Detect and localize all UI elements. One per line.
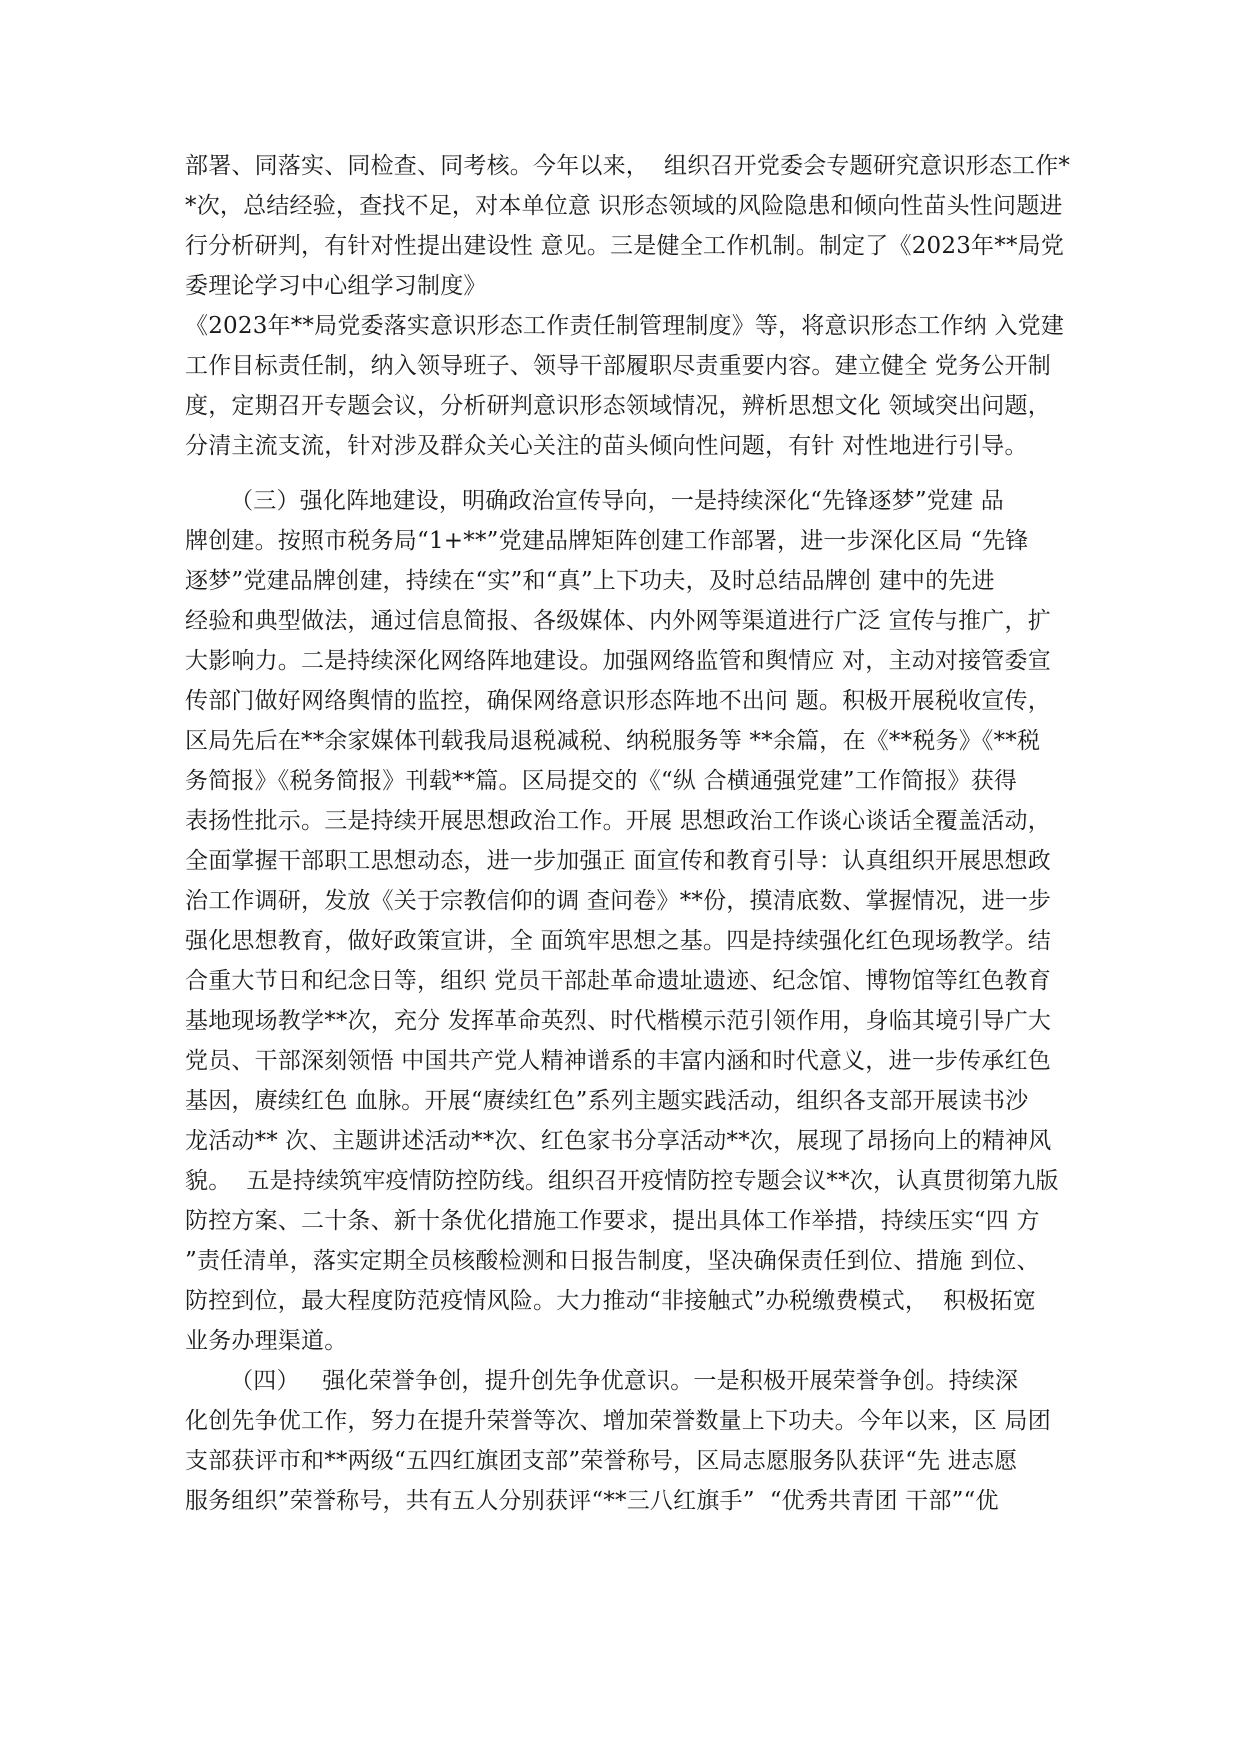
text-line: 大影响力。二是持续深化网络阵地建设。加强网络监管和舆情应 对，主动对接管委宣 xyxy=(185,648,1051,674)
text-line: 基因，赓续红色 血脉。开展“赓续红色”系列主题实践活动，组织各支部开展读书沙 xyxy=(185,1088,1029,1114)
text-line: 逐梦”党建品牌创建，持续在“实”和“真”上下功夫，及时总结品牌创 建中的先进 xyxy=(185,568,995,594)
text-line: 度，定期召开专题会议，分析研判意识形态领域情况，辨析思想文化 领域突出问题， xyxy=(185,393,1051,419)
text-line: ”责任清单，落实定期全员核酸检测和日报告制度，坚决确保责任到位、措施 到位、 xyxy=(185,1248,1040,1274)
text-line: 牌创建。按照市税务局“1+**”党建品牌矩阵创建工作部署，进一步深化区局 “先锋 xyxy=(185,528,1029,554)
text-line: 部署、同落实、同检查、同考核。今年以来， 组织召开党委会专题研究意识形态工作* xyxy=(185,153,1071,179)
text-line: （三）强化阵地建设，明确政治宣传导向，一是持续深化“先锋逐梦”党建 品 xyxy=(185,488,1004,514)
text-line: 服务组织”荣誉称号，共有五人分别获评“**三八红旗手” “优秀共青团 干部”“优 xyxy=(185,1488,999,1514)
text-line: 支部获评市和**两级“五四红旗团支部”荣誉称号，区局志愿服务队获评“先 进志愿 xyxy=(185,1448,1018,1474)
text-line: 传部门做好网络舆情的监控，确保网络意识形态阵地不出问 题。积极开展税收宣传， xyxy=(185,688,1051,714)
text-line: 《2023年**局党委落实意识形态工作责任制管理制度》等，将意识形态工作纳 入党建 xyxy=(185,313,1065,339)
text-line: 貌。 五是持续筑牢疫情防控防线。组织召开疫情防控专题会议**次，认真贯彻第九版 xyxy=(185,1168,1059,1194)
text-line: 化创先争优工作，努力在提升荣誉等次、增加荣誉数量上下功夫。今年以来，区 局团 xyxy=(185,1408,1051,1434)
text-line: 治工作调研，发放《关于宗教信仰的调 查问卷》**份，摸清底数、掌握情况，进一步 xyxy=(185,888,1052,914)
text-line: 经验和典型做法，通过信息简报、各级媒体、内外网等渠道进行广泛 宣传与推广，扩 xyxy=(185,608,1051,634)
text-line: 业务办理渠道。 xyxy=(185,1328,348,1354)
text-line: （四） 强化荣誉争创，提升创先争优意识。一是积极开展荣誉争创。持续深 xyxy=(185,1368,1019,1394)
text-line: 工作目标责任制，纳入领导班子、领导干部履职尽责重要内容。建立健全 党务公开制 xyxy=(185,353,1051,379)
text-line: 行分析研判，有针对性提出建设性 意见。三是健全工作机制。制定了《2023年**局党 xyxy=(185,233,1065,259)
text-line: 表扬性批示。三是持续开展思想政治工作。开展 思想政治工作谈心谈话全覆盖活动， xyxy=(185,808,1051,834)
text-line: 龙活动** 次、主题讲述活动**次、红色家书分享活动**次，展现了昂扬向上的精神风 xyxy=(185,1128,1052,1154)
text-line: *次，总结经验，查找不足，对本单位意 识形态领域的风险隐患和倾向性苗头性问题进 xyxy=(185,193,1063,219)
text-line: 分清主流支流，针对涉及群众关心关注的苗头倾向性问题，有针 对性地进行引导。 xyxy=(185,433,1028,459)
text-line: 防控方案、二十条、新十条优化措施工作要求，提出具体工作举措，持续压实“四 方 xyxy=(185,1208,1040,1234)
text-line: 防控到位，最大程度防范疫情风险。大力推动“非接触式”办税缴费模式， 积极拓宽 xyxy=(185,1288,1036,1314)
text-line: 区局先后在**余家媒体刊载我局退税减税、纳税服务等 **余篇，在《**税务》《**税 xyxy=(185,728,1041,754)
text-line: 委理论学习中心组学习制度》 xyxy=(185,273,487,299)
text-line: 务简报》《税务简报》刊载**篇。区局提交的《“纵 合横通强党建”工作简报》获得 xyxy=(185,768,1018,794)
text-line: 强化思想教育，做好政策宣讲，全 面筑牢思想之基。四是持续强化红色现场教学。结 xyxy=(185,928,1051,954)
text-line: 全面掌握干部职工思想动态，进一步加强正 面宣传和教育引导：认真组织开展思想政 xyxy=(185,848,1051,874)
text-line: 基地现场教学**次，充分 发挥革命英烈、时代楷模示范引领作用，身临其境引导广大 xyxy=(185,1008,1052,1034)
text-line: 党员、干部深刻领悟 中国共产党人精神谱系的丰富内涵和时代意义，进一步传承红色 xyxy=(185,1048,1051,1074)
text-line: 合重大节日和纪念日等，组织 党员干部赴革命遗址遗迹、纪念馆、博物馆等红色教育 xyxy=(185,968,1051,994)
